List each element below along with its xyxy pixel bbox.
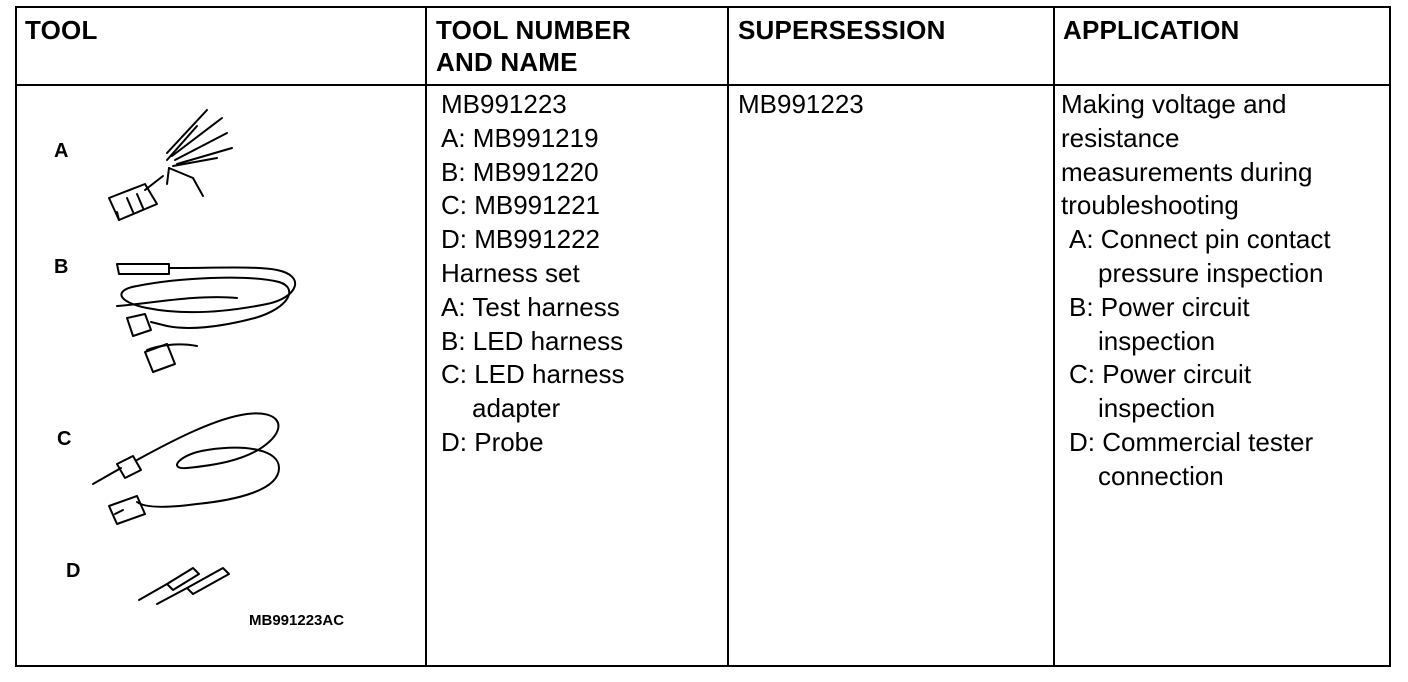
- tool-number-line: C: MB991221: [441, 190, 600, 221]
- application-line: pressure inspection: [1098, 257, 1324, 288]
- application-line: resistance: [1061, 122, 1180, 153]
- header-tool: TOOL: [25, 15, 98, 45]
- header-tool-number-line1: TOOL NUMBER: [436, 15, 631, 45]
- supersession-cell: MB991223: [738, 89, 864, 119]
- tool-number-line: D: MB991222: [441, 224, 600, 255]
- application-line: inspection: [1098, 325, 1216, 356]
- header-tool-number-line2: AND NAME: [436, 47, 578, 77]
- header-supersession: SUPERSESSION: [738, 15, 946, 45]
- tool-number-line: MB991223: [441, 89, 567, 119]
- application-line: troubleshooting: [1061, 190, 1239, 221]
- tool-table: [15, 6, 1391, 667]
- tool-number-line: B: MB991220: [441, 156, 599, 187]
- tool-number-line: Harness set: [441, 257, 580, 288]
- application-cell: [1061, 88, 1331, 494]
- led-harness-adapter-illustration: [93, 413, 279, 524]
- tool-number-line: A: MB991219: [441, 122, 599, 153]
- application-line: A: Connect pin contact: [1069, 224, 1331, 255]
- application-line: measurements during: [1061, 156, 1313, 187]
- test-harness-illustration: [109, 110, 232, 220]
- application-line: connection: [1098, 460, 1224, 491]
- application-line: Making voltage and: [1061, 89, 1287, 119]
- tool-letter-b: B: [54, 256, 69, 278]
- column-divider-2: [727, 8, 729, 665]
- tool-letter-a: A: [54, 140, 69, 162]
- tool-number-line: D: Probe: [441, 426, 544, 457]
- header-tool-number: [436, 14, 631, 78]
- tool-number-line: C: LED harness: [441, 359, 625, 390]
- tool-letter-c: C: [57, 428, 72, 450]
- application-line: inspection: [1098, 393, 1216, 424]
- probe-illustration: [139, 568, 229, 604]
- tool-number-line: adapter: [472, 393, 561, 424]
- application-line: C: Power circuit: [1069, 359, 1252, 390]
- tool-number-line: A: Test harness: [441, 291, 620, 322]
- tool-letter-d: D: [66, 560, 81, 582]
- column-divider-1: [425, 8, 427, 665]
- tool-illustrations: [17, 8, 425, 663]
- tool-number-line: B: LED harness: [441, 325, 624, 356]
- illustration-caption: MB991223AC: [249, 612, 345, 629]
- tool-number-cell: [441, 88, 625, 460]
- application-line: D: Commercial tester: [1069, 426, 1314, 457]
- column-divider-3: [1053, 8, 1055, 665]
- application-line: B: Power circuit: [1069, 291, 1250, 322]
- led-harness-illustration: [117, 264, 295, 372]
- header-application: APPLICATION: [1063, 15, 1240, 45]
